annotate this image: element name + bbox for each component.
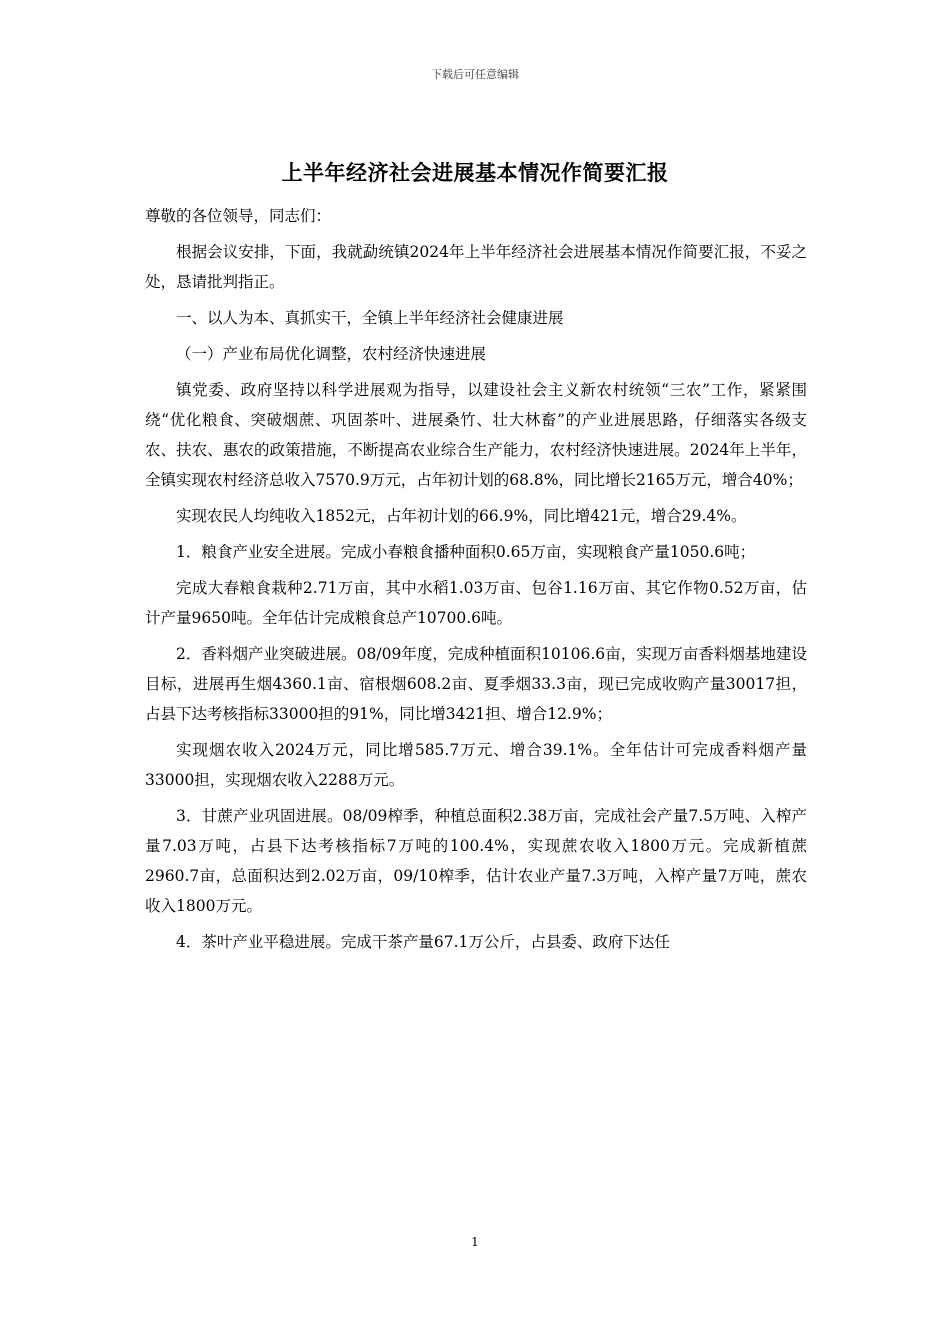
section-heading: 一、以人为本、真抓实干，全镇上半年经济社会健康进展 xyxy=(176,309,564,327)
header-note: 下载后可任意编辑 xyxy=(431,68,519,81)
paragraph: 4．茶叶产业平稳进展。完成干茶产量67.1万公斤，占县委、政府下达任 xyxy=(176,933,670,951)
page-number: 1 xyxy=(471,1235,479,1249)
salutation: 尊敬的各位领导，同志们： xyxy=(145,207,332,225)
paragraph: 镇党委、政府坚持以科学进展观为指导，以建设社会主义新农村统领“三农”工作，紧紧围绕“优化粮食、突破烟蔗、巩固茶叶、进展桑竹、壮大林畜”的产业进展思路，仔细落实各级支农、扶农、惠农的政策措施，不断提高农业综合生产能力，农村经济快速进展。2024年上半年，全镇实现农村经济总收入7570.9万元，占年初计划的68.8%，同比增长2165万元，增合40%； xyxy=(145,381,807,489)
document-body xyxy=(145,201,807,963)
paragraph: 完成大春粮食栽种2.71万亩，其中水稻1.03万亩、包谷1.16万亩、其它作物0.52万亩，估计产量9650吨。全年估计完成粮食总产10700.6吨。 xyxy=(145,579,807,627)
paragraph: 根据会议安排，下面，我就勐统镇2024年上半年经济社会进展基本情况作简要汇报，不妥之处，恳请批判指正。 xyxy=(145,243,807,291)
paragraph: 2．香料烟产业突破进展。08/09年度，完成种植面积10106.6亩，实现万亩香料烟基地建设目标，进展再生烟4360.1亩、宿根烟608.2亩、夏季烟33.3亩，现已完成收购产量30017担，占县下达考核指标33000担的91%，同比增3421担、增合12.9%； xyxy=(145,645,807,723)
paragraph: 3．甘蔗产业巩固进展。08/09榨季，种植总面积2.38万亩，完成社会产量7.5万吨、入榨产量7.03万吨，占县下达考核指标7万吨的100.4%，实现蔗农收入1800万元。完成新植蔗2960.7亩，总面积达到2.02万亩，09/10榨季，估计农业产量7.3万吨，入榨产量7万吨，蔗农收入1800万元。 xyxy=(145,807,807,915)
paragraph: 实现农民人均纯收入1852元，占年初计划的66.9%，同比增421元，增合29.4%。 xyxy=(176,507,747,525)
document-title: 上半年经济社会进展基本情况作简要汇报 xyxy=(281,160,669,185)
subsection-heading: （一）产业布局优化调整，农村经济快速进展 xyxy=(176,345,487,363)
paragraph: 实现烟农收入2024万元，同比增585.7万元、增合39.1%。全年估计可完成香料烟产量33000担，实现烟农收入2288万元。 xyxy=(145,741,807,789)
paragraph: 1．粮食产业安全进展。完成小春粮食播种面积0.65万亩，实现粮食产量1050.6吨； xyxy=(176,543,756,561)
